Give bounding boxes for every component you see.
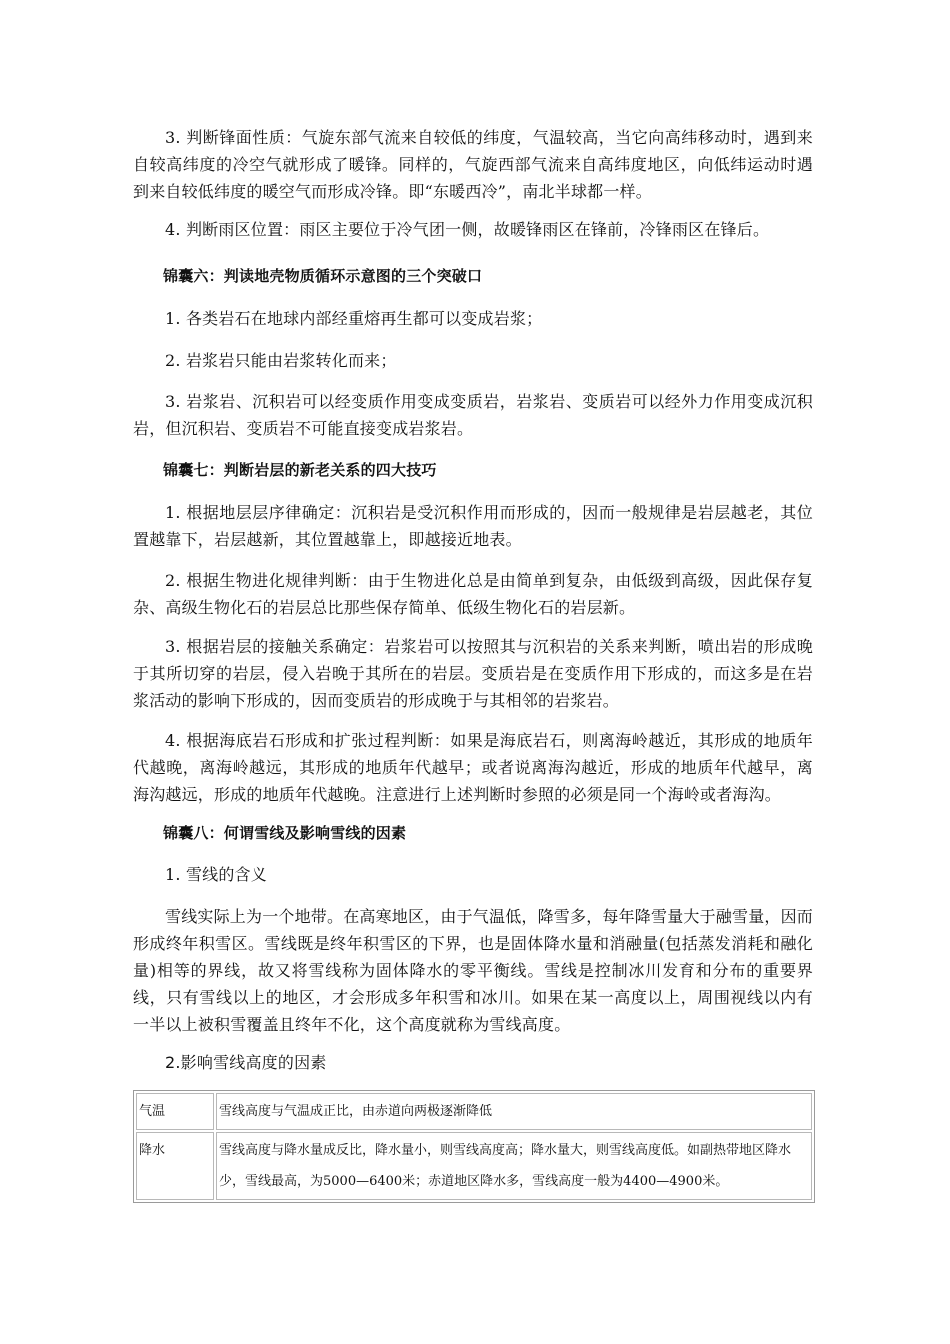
para-strata-1: 1. 根据地层层序律确定：沉积岩是受沉积作用而形成的，因而一般规律是岩层越老，其位置越靠下，岩层越新，其位置越靠上，即越接近地表。	[133, 503, 813, 549]
para-strata-4: 4. 根据海底岩石形成和扩张过程判断：如果是海底岩石，则离海岭越近，其形成的地质年代越晚，离海岭越远，其形成的地质年代越早；或者说离海沟越近，形成的地质年代越早，离海沟越远，形成的地质年代越晚。注意进行上述判断时参照的必须是同一个海岭或者海沟。	[133, 731, 813, 804]
heading-tip-six: 锦囊六：判读地壳物质循环示意图的三个突破口	[163, 267, 483, 285]
para-rock-3: 3. 岩浆岩、沉积岩可以经变质作用变成变质岩，岩浆岩、变质岩可以经外力作用变成沉积岩，但沉积岩、变质岩不可能直接变成岩浆岩。	[133, 392, 813, 438]
para-snowline-title: 1. 雪线的含义	[165, 865, 267, 884]
table-row	[136, 1132, 812, 1200]
table-cell-description: 雪线高度与气温成正比，由赤道向两极逐渐降低	[216, 1093, 812, 1130]
heading-tip-seven: 锦囊七：判断岩层的新老关系的四大技巧	[163, 461, 437, 479]
table-cell-factor: 气温	[136, 1093, 214, 1130]
heading-tip-eight: 锦囊八：何谓雪线及影响雪线的因素	[163, 824, 407, 842]
para-strata-3: 3. 根据岩层的接触关系确定：岩浆岩可以按照其与沉积岩的关系来判断，喷出岩的形成晚于其所切穿的岩层，侵入岩晚于其所在的岩层。变质岩是在变质作用下形成的，而这多是在岩浆活动的影响下形成的，因而变质岩的形成晚于与其相邻的岩浆岩。	[133, 637, 813, 710]
para-front-nature: 3. 判断锋面性质：气旋东部气流来自较低的纬度，气温较高，当它向高纬移动时，遇到来自较高纬度的冷空气就形成了暖锋。同样的，气旋西部气流来自高纬度地区，向低纬运动时遇到来自较低纬度的暖空气而形成冷锋。即“东暖西冷”，南北半球都一样。	[133, 128, 813, 201]
table-row	[136, 1093, 812, 1130]
para-rock-2: 2. 岩浆岩只能由岩浆转化而来；	[165, 351, 397, 370]
para-rock-1: 1. 各类岩石在地球内部经重熔再生都可以变成岩浆；	[165, 309, 543, 328]
para-snowline-meaning: 雪线实际上为一个地带。在高寒地区，由于气温低，降雪多，每年降雪量大于融雪量，因而形成终年积雪区。雪线既是终年积雪区的下界，也是固体降水量和消融量(包括蒸发消耗和融化量)相等的界线，故又将雪线称为固体降水的零平衡线。雪线是控制冰川发育和分布的重要界线，只有雪线以上的地区，才会形成多年积雪和冰川。如果在某一高度以上，周围视线以内有一半以上被积雪覆盖且终年不化，这个高度就称为雪线高度。	[133, 907, 814, 1034]
para-strata-2: 2. 根据生物进化规律判断：由于生物进化总是由简单到复杂，由低级到高级，因此保存复杂、高级生物化石的岩层总比那些保存简单、低级生物化石的岩层新。	[133, 571, 813, 617]
table-cell-factor: 降水	[136, 1132, 214, 1200]
table-cell-description: 雪线高度与降水量成反比，降水量小，则雪线高度高；降水量大，则雪线高度低。如副热带地区降水少，雪线最高，为5000—6400米；赤道地区降水多，雪线高度一般为4400—4900米。	[216, 1132, 812, 1200]
para-snowline-factors-title: 2.影响雪线高度的因素	[165, 1053, 327, 1072]
para-rain-area: 4. 判断雨区位置：雨区主要位于冷气团一侧，故暖锋雨区在锋前，冷锋雨区在锋后。	[165, 220, 770, 239]
snowline-factors-table	[133, 1090, 815, 1203]
